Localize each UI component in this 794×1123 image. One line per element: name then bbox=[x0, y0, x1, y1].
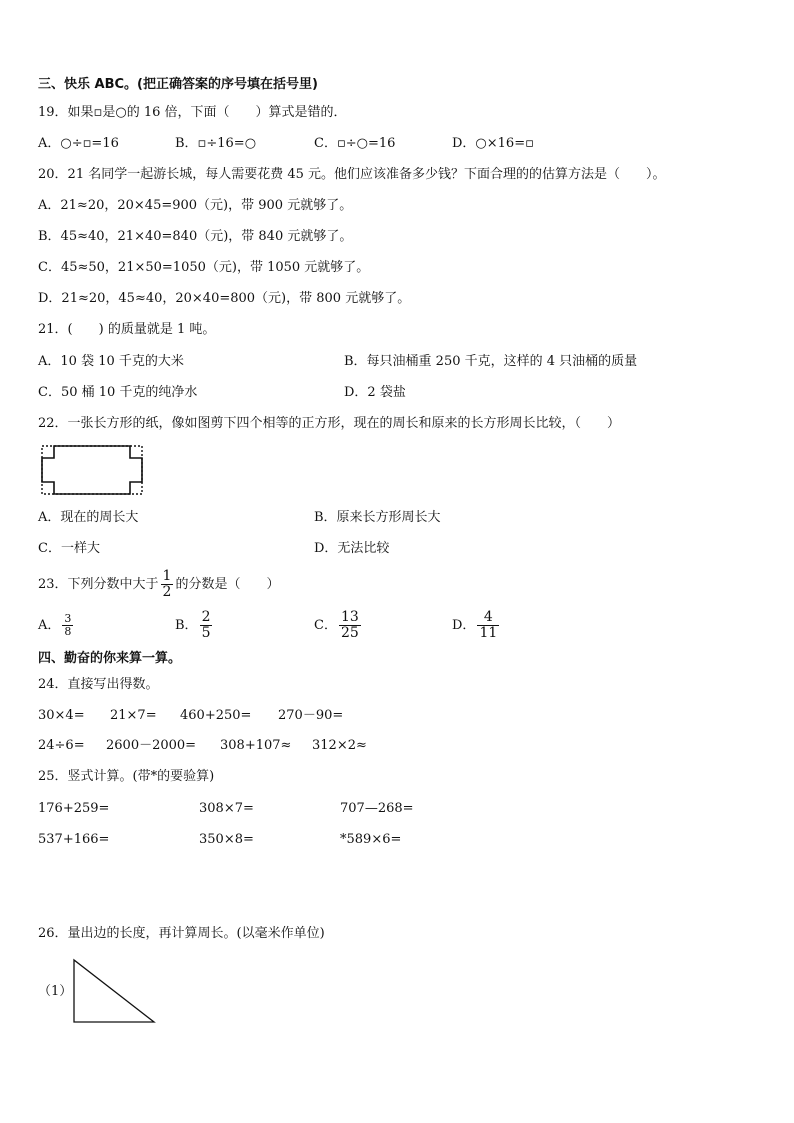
q21-option-a: A．10 袋 10 千克的大米 bbox=[38, 354, 184, 369]
q23-option-d bbox=[452, 608, 501, 644]
original-rectangle-outline bbox=[42, 446, 142, 494]
triangle-outline bbox=[74, 960, 154, 1022]
q19-option-d: D．○×16=▫ bbox=[452, 136, 534, 151]
q22-stem: 22．一张长方形的纸，像如图剪下四个相等的正方形，现在的周长和原来的长方形周长比较，（ ） bbox=[38, 416, 621, 431]
q25-r1-c2: 308×7= bbox=[199, 801, 254, 816]
q26-part-1-label: （1） bbox=[38, 984, 73, 999]
q19-stem: 19．如果▫是○的 16 倍，下面（ ）算式是错的． bbox=[38, 105, 347, 120]
q23-option-c-label: C． bbox=[314, 618, 337, 633]
q24-r1-c4: 270－90= bbox=[278, 708, 344, 723]
q23-option-b-num: 2 bbox=[201, 609, 211, 626]
q20-option-a: A．21≈20，20×45=900（元)，带 900 元就够了。 bbox=[38, 198, 353, 213]
q23-option-b-fraction bbox=[200, 610, 213, 640]
q23-option-c-num: 13 bbox=[340, 609, 359, 626]
q24-r1-c3: 460+250= bbox=[180, 708, 252, 723]
q26-stem: 26．量出边的长度，再计算周长。(以毫米作单位) bbox=[38, 926, 325, 941]
q20-option-b: B．45≈40，21×40=840（元)，带 840 元就够了。 bbox=[38, 229, 353, 244]
q23-stem-before: 23．下列分数中大于 bbox=[38, 577, 159, 592]
q23-stem-frac-den: 2 bbox=[162, 584, 172, 600]
q23-option-b-den: 5 bbox=[201, 625, 211, 641]
section-4-title: 四、勤奋的你来算一算。 bbox=[38, 651, 182, 666]
q19-option-c: C．▫÷○=16 bbox=[314, 136, 396, 151]
q23-stem-after: 的分数是（ ） bbox=[175, 577, 280, 592]
q23-option-d-label: D． bbox=[452, 618, 476, 633]
q20-stem: 20．21 名同学一起游长城，每人需要花费 45 元。他们应该准备多少钱？下面合理的的估算方法是（ ）。 bbox=[38, 167, 666, 182]
q23-option-a-label: A． bbox=[38, 618, 61, 633]
q23-stem-frac-num: 1 bbox=[162, 568, 172, 585]
q24-r1-c2: 21×7= bbox=[110, 708, 157, 723]
q24-r2-c2: 2600－2000= bbox=[106, 738, 197, 753]
right-triangle-figure bbox=[70, 956, 160, 1026]
q23-option-d-num: 4 bbox=[483, 609, 493, 626]
q23-option-a bbox=[38, 608, 75, 644]
q23-stem bbox=[38, 567, 279, 603]
q25-r1-c3: 707—268= bbox=[340, 801, 414, 816]
q22-option-c: C．一样大 bbox=[38, 541, 100, 556]
q25-r2-c2: 350×8= bbox=[199, 832, 254, 847]
q23-option-d-den: 11 bbox=[479, 625, 498, 641]
cut-rectangle-figure bbox=[40, 444, 146, 496]
q25-r2-c3: *589×6= bbox=[340, 832, 402, 847]
q21-stem: 21．( ) 的质量就是 1 吨。 bbox=[38, 322, 216, 337]
cut-shape-outline bbox=[42, 446, 142, 494]
q23-option-b-label: B． bbox=[175, 618, 198, 633]
q23-option-d-fraction bbox=[477, 610, 499, 640]
q23-option-a-den: 8 bbox=[64, 625, 72, 638]
q22-option-b: B．原来长方形周长大 bbox=[314, 510, 441, 525]
q24-r2-c1: 24÷6= bbox=[38, 738, 85, 753]
q23-option-a-fraction bbox=[62, 613, 73, 637]
q21-option-d: D．2 袋盐 bbox=[344, 385, 406, 400]
q23-option-c-den: 25 bbox=[340, 625, 359, 641]
q21-option-b: B．每只油桶重 250 千克，这样的 4 只油桶的质量 bbox=[344, 354, 638, 369]
q20-option-c: C．45≈50，21×50=1050（元)，带 1050 元就够了。 bbox=[38, 260, 370, 275]
q23-option-a-num: 3 bbox=[64, 612, 72, 626]
q19-option-a: A．○÷▫=16 bbox=[38, 136, 119, 151]
q22-option-a: A．现在的周长大 bbox=[38, 510, 139, 525]
q25-stem: 25．竖式计算。(带*的要验算) bbox=[38, 769, 215, 784]
q23-option-c bbox=[314, 608, 363, 644]
q25-r1-c1: 176+259= bbox=[38, 801, 110, 816]
section-3-title: 三、快乐 ABC。(把正确答案的序号填在括号里) bbox=[38, 77, 318, 92]
q22-option-d: D．无法比较 bbox=[314, 541, 390, 556]
q24-r2-c4: 312×2≈ bbox=[312, 738, 367, 753]
q25-r2-c1: 537+166= bbox=[38, 832, 110, 847]
q24-r2-c3: 308+107≈ bbox=[220, 738, 292, 753]
q24-r1-c1: 30×4= bbox=[38, 708, 85, 723]
q21-option-c: C．50 桶 10 千克的纯净水 bbox=[38, 385, 198, 400]
q24-stem: 24．直接写出得数。 bbox=[38, 677, 159, 692]
q23-stem-fraction bbox=[161, 569, 174, 599]
q20-option-d: D．21≈20，45≈40，20×40=800（元)，带 800 元就够了。 bbox=[38, 291, 411, 306]
q23-option-b bbox=[175, 608, 214, 644]
q23-option-c-fraction bbox=[339, 610, 361, 640]
q19-option-b: B．▫÷16=○ bbox=[175, 136, 257, 151]
